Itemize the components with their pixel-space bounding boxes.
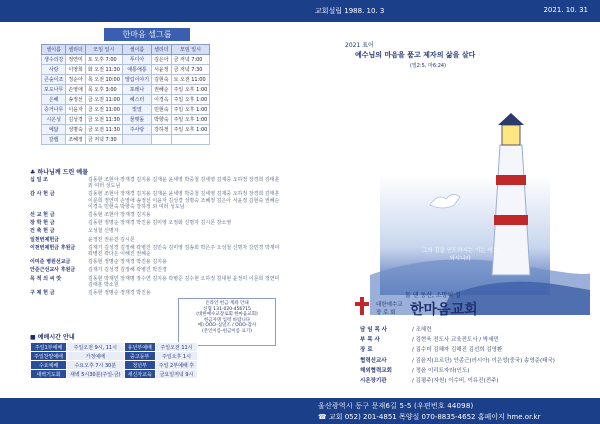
offering-names: 오성철 신명자 xyxy=(88,228,119,235)
offering-row xyxy=(30,228,280,234)
cell-value: 금 오전 11:30 xyxy=(85,115,122,125)
cell-value: 이영희 xyxy=(66,65,86,75)
cell-column-header: 셀리더 xyxy=(66,45,86,55)
cell-value: 생수의강 xyxy=(42,55,66,65)
cross-icon xyxy=(355,297,369,315)
staff-value: / 김윤지(요르단) 안종근(러시아) 이은성(중국) 송영준(태국) xyxy=(412,357,555,364)
worship-cell: 청년부 xyxy=(124,361,155,370)
offering-row xyxy=(30,191,280,210)
cell-value: 금 저녁 7:00 xyxy=(171,55,210,65)
cell-value: 강하정 xyxy=(152,125,172,135)
tower-stripe-1 xyxy=(496,175,526,185)
offering-label: 이천번제헌금 후원금 xyxy=(30,244,76,251)
cell-value: 토 오후 7:00 xyxy=(85,55,122,65)
banner-line: 헌금자명 입력 바랍니다 xyxy=(203,317,251,323)
worship-cell: 주일찬양예배 xyxy=(31,352,67,361)
denomination xyxy=(376,301,403,317)
cell-value: 이윤자 xyxy=(66,105,86,115)
offering-label: 십 일 조 xyxy=(30,177,48,183)
staff-label: 시온장기관 xyxy=(360,378,387,385)
church-address: 울산광역시 동구 문재6길 5-5 (우편번호 44098) xyxy=(318,402,474,410)
cell-value: 예닮 xyxy=(42,125,66,135)
church-name: 한마음교회 xyxy=(410,302,478,318)
tower-stripe-2 xyxy=(494,215,528,225)
offering-row xyxy=(30,245,280,257)
cell-value: 송정선 xyxy=(66,95,86,105)
staff-row xyxy=(360,366,555,376)
cell-value: 성명숙 xyxy=(66,125,86,135)
cell-value: 목 오전 10:00 xyxy=(85,75,122,85)
cell-row xyxy=(42,85,210,95)
staff-label: 부 목 사 xyxy=(360,337,380,344)
offering-row xyxy=(30,259,280,265)
offering-names: 김동현 정명순 장재경 박진용 김지용 xyxy=(88,259,167,266)
cell-row xyxy=(42,65,210,75)
motto-text: 예수님의 마음을 품고 제자의 삶을 살다 xyxy=(355,51,476,59)
banner-line: (대한예수교장로회 한마음교회) xyxy=(196,312,258,317)
worship-cell: 새벽 5시30분(주일-금) xyxy=(66,370,124,379)
worship-cell: 가정예배 xyxy=(66,352,124,361)
cell-value: 물맷돌 xyxy=(122,115,151,125)
offering-label: 일천번제헌금 xyxy=(30,236,59,243)
cell-value: 김은아 xyxy=(152,55,172,65)
top-banner xyxy=(0,0,600,22)
worship-row xyxy=(31,352,198,361)
cell-value: 주사랑 xyxy=(122,125,151,135)
offering-names: 김동현 조현아 장재경 김지용 김재윤 윤세영 박중철 김세영 김재중 오하정 장경희 김태훈 이문희 정연미 손영애 송정선 이윤자 김성경 성명숙 조혜정 김은아 서윤정 김현숙 권혜순 이경옥 민현숙 박향숙 강하정 외 여러 성도님 xyxy=(88,191,280,210)
cell-value: 주일 오후 1:00 xyxy=(171,105,210,115)
cell-value: 목 오후 3:00 xyxy=(85,85,122,95)
cell-row xyxy=(42,105,210,115)
offering-names: 김재기 김성경 김정해 곽병진 박진경 xyxy=(88,267,167,274)
banner-line: 온라인 헌금 계좌 안내 xyxy=(205,301,249,306)
established-text: 교회설립 1988. 10. 3 xyxy=(315,7,385,15)
church-phone: 교회 052) 201-4851 목양실 070-8835-4652 홈페이지 hme.or.kr xyxy=(328,413,541,421)
worship-title: 예배시간 안내 xyxy=(37,334,75,341)
cell-value: 토 오전 11:00 xyxy=(171,75,210,85)
cell-value: 주일 오후 1:00 xyxy=(171,125,210,135)
cell-value: 푸디아 xyxy=(122,55,151,65)
cell-row xyxy=(42,55,210,65)
bulletin-date: 2021. 10. 31 xyxy=(543,6,588,14)
offering-row xyxy=(30,276,280,288)
offering-row xyxy=(30,267,280,273)
worship-cell: 주일오전 11시 xyxy=(155,343,197,352)
worship-cell: 유년부예배 xyxy=(124,343,155,352)
staff-list xyxy=(360,325,555,386)
cell-column-header: 모임 일시 xyxy=(171,45,210,55)
worship-row xyxy=(31,343,198,352)
worship-cell: 주일1부예배 xyxy=(31,343,67,352)
staff-label: 협력선교사 xyxy=(360,357,387,364)
worship-row xyxy=(31,361,198,370)
offering-label: 감 사 헌 금 xyxy=(30,191,55,198)
church-subtitle: 물 댄 동산, 소망의 길 xyxy=(405,292,461,299)
cell-row xyxy=(42,75,210,85)
staff-value: / 정윤 이리트자라(인도) xyxy=(412,367,470,374)
cell-value: 조혜정 xyxy=(66,135,86,145)
cell-column-header: 셀이름 xyxy=(42,45,66,55)
motto-verse: (빌2:5, 마6:24) xyxy=(410,63,447,69)
offering-names: 김재기 김성경 김정해 곽병진 김민숙 김미영 김송희 박은주 오성철 신명자 강민경 박재미 곽병진 곽다은 이해진 권혜순 xyxy=(88,244,280,258)
banner-line: 예) OOO-십일조 / OOO-감사 xyxy=(197,323,257,328)
cell-column-header: 셀이름 xyxy=(122,45,151,55)
offering-label: 구 제 헌 금 xyxy=(30,290,55,297)
worship-cell: 중고등부 xyxy=(124,352,155,361)
cell-value: 김성경 xyxy=(66,115,86,125)
cell-value: 금 오전 11:30 xyxy=(85,125,122,135)
lantern-room xyxy=(502,125,520,145)
staff-label: 장 로 xyxy=(360,347,373,354)
denomination-line-1: 대한예수교 xyxy=(376,302,403,308)
staff-value: / 김평주(자원) 이수비, 이유진(전주) xyxy=(412,378,499,385)
cell-value: 시온성 xyxy=(42,115,66,125)
cell-row xyxy=(42,135,210,145)
banner-line: 신협 131-020-456715 xyxy=(203,306,251,312)
offering-row xyxy=(30,212,280,218)
worship-cell: 수요오후 7시 30분 xyxy=(66,361,124,370)
cell-row xyxy=(42,115,210,125)
worship-cell: 새신자교육 xyxy=(124,370,155,379)
cell-value: 주일 오후 1:00 xyxy=(171,115,210,125)
worship-cell: 주일 2부예배 후 xyxy=(155,361,197,370)
cell-value: 포도나무 xyxy=(42,85,66,95)
cell-value: 김현숙 xyxy=(152,75,172,85)
lighthouse-illustration xyxy=(320,75,590,315)
cell-column-header: 셀리더 xyxy=(152,45,172,55)
cell-value: 손영애 xyxy=(66,85,86,95)
worship-cell: 새벽기도회 xyxy=(31,370,67,379)
offerings-list xyxy=(30,177,280,298)
offering-label: 이미준 병원선교금 xyxy=(30,259,71,266)
cell-value: 포레나 xyxy=(122,85,151,95)
cell-value: 은혜 xyxy=(42,95,66,105)
cell-value: 엘림이야기 xyxy=(122,75,151,85)
cell-column-header: 모임 일시 xyxy=(85,45,122,55)
banner-line: (본인이름-헌금이름 표기) xyxy=(201,328,253,334)
cell-value: 화 오전 11:30 xyxy=(85,65,122,75)
offering-names: 김동현 조현아 장재경 김지용 xyxy=(88,212,151,219)
denomination-line-2: 장 로 회 xyxy=(376,310,396,316)
cell-value: 서윤정 xyxy=(152,65,172,75)
worship-heading: ■ 예배시간 안내 xyxy=(30,334,75,341)
offerings-title: 하나님께 드린 예물 xyxy=(37,169,89,176)
staff-row xyxy=(360,376,555,386)
cell-value: 정순아 xyxy=(66,75,86,85)
offering-label: 장 학 헌 금 xyxy=(30,220,55,227)
cell-groups-table xyxy=(41,44,210,145)
worship-schedule xyxy=(30,342,198,379)
staff-label: 해외협력교회 xyxy=(360,367,392,374)
lighthouse-roof xyxy=(498,113,524,125)
cell-table-header xyxy=(42,45,210,55)
lighthouse-slogan: 그의 길을 인도하시는 이는 여호와시니라 xyxy=(421,248,499,262)
offering-names: 김동현 정명순 정재경 박진용 xyxy=(88,290,151,297)
offering-label: 안준근선교사 후원금 xyxy=(30,267,76,274)
offering-names: 김동현 정명순 장재경 박진용 김미영 오정화 신명자 김시몬 장소영 xyxy=(88,220,232,227)
offerings-heading: ♣ 하나님께 드린 예물 xyxy=(30,169,89,176)
offering-names: 김동현 조현아 장재경 김지용 김재윤 윤세영 박중철 김세영 김재중 오하정 장경희 김태훈 외 여러 성도님 xyxy=(88,177,280,190)
cell-value: 금 오전 11:00 xyxy=(85,95,122,105)
cell-value: 금 저녁 7:30 xyxy=(171,65,210,75)
staff-value: / 김현욱 전도사 교육전도사 / 박세민 xyxy=(412,337,499,344)
cell-value: 금 오전 11:00 xyxy=(85,105,122,115)
cell-value: 빛열 xyxy=(122,105,151,115)
online-offering-banner xyxy=(178,298,276,346)
offering-row xyxy=(30,220,280,226)
cell-value: 주일 오후 1:00 xyxy=(171,85,210,95)
offering-label: 건 축 헌 금 xyxy=(30,228,55,235)
staff-row xyxy=(360,356,555,366)
bottom-banner xyxy=(0,398,600,424)
cell-value xyxy=(122,135,151,145)
offering-label: 목 적 의 씨 앗 xyxy=(30,275,62,282)
cell-row xyxy=(42,95,210,105)
cell-value: 민현숙 xyxy=(152,105,172,115)
cell-value: 이경옥 xyxy=(152,95,172,105)
cell-value: 권혜순 xyxy=(152,85,172,95)
motto-year: 2021 표어 xyxy=(345,42,374,49)
cell-value xyxy=(171,135,210,145)
staff-row xyxy=(360,345,555,355)
cell-table-body xyxy=(42,55,210,145)
cell-value: 증거나무 xyxy=(42,105,66,115)
offering-names: 윤정진 권유진 김시몬 xyxy=(88,236,135,243)
offering-row xyxy=(30,177,280,189)
offering-row xyxy=(30,290,280,296)
staff-label: 담 임 목 사 xyxy=(360,327,387,333)
cell-value: 애통애통 xyxy=(122,65,151,75)
cell-groups-title: 한마음 셀그룹 xyxy=(104,28,190,41)
cell-value: 사랑 xyxy=(42,65,66,75)
staff-value: / 조혜련 xyxy=(412,327,432,333)
offering-label: 선 교 헌 금 xyxy=(30,212,55,219)
worship-cell: 수요예배 xyxy=(31,361,67,370)
cell-value xyxy=(152,135,172,145)
worship-cell: 주일오전 9시, 11시 xyxy=(66,343,124,352)
worship-cell: 주일오후 1시 xyxy=(155,352,197,361)
cell-value: 박향숙 xyxy=(152,115,172,125)
cell-row xyxy=(42,125,210,135)
cell-value: 정연미 xyxy=(66,55,86,65)
church-contact: ☎ 교회 052) 201-4851 목양실 070-8835-4652 홈페이지 hme.or.kr xyxy=(318,413,541,421)
staff-value: / 김수미 김혜자 김해진 김선희 김영환 xyxy=(412,347,503,354)
cell-value: 갈렙 xyxy=(42,135,66,145)
cell-value: 큰숲이조 xyxy=(42,75,66,85)
offering-names: 김동현 박재민 장재명 장수연 김지용 곽병준 김수현 오하정 김대현 윤정미 이문희 정연미 김태훈 박소원 xyxy=(88,275,280,288)
cell-value: 금 저녁 7:30 xyxy=(85,135,122,145)
staff-row xyxy=(360,335,555,345)
cell-value: 주일 오후 1:00 xyxy=(171,95,210,105)
staff-row xyxy=(360,325,555,335)
cell-value: 헤스터 xyxy=(122,95,151,105)
worship-row xyxy=(31,370,198,379)
worship-cell: 금요일저녁 9시 xyxy=(155,370,197,379)
offering-row xyxy=(30,237,280,243)
